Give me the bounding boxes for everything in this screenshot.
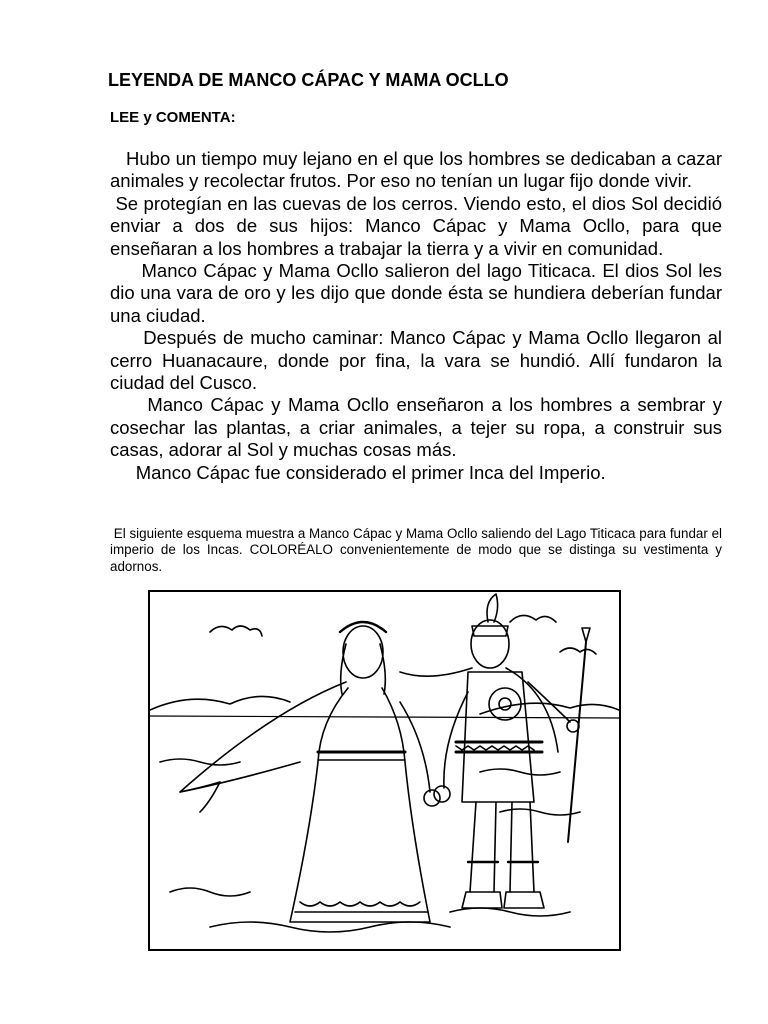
coloring-instruction: El siguiente esquema muestra a Manco Cápac y Mama Ocllo saliendo del Lago Titicaca para fundar el imperio de los Incas. COLORÉALO convenientemente de modo que se distinga su vestimenta y adornos. [110,526,722,574]
legend-text [110,148,722,484]
paragraph-2: Se protegían en las cuevas de los cerros. Viendo esto, el dios Sol decidió enviar a dos de sus hijos: Manco Cápac y Mama Ocllo, para que enseñaran a los hombres a trabajar la tierra y a vivir en comunidad. [110,192,722,259]
paragraph-3: Manco Cápac y Mama Ocllo salieron del lago Titicaca. El dios Sol les dio una vara de oro y les dijo que donde ésta se hundiera deberían fundar una ciudad. [110,260,722,326]
paragraph-6: Manco Cápac fue considerado el primer Inca del Imperio. [110,461,606,483]
coloring-illustration [148,590,621,951]
paragraph-1: Hubo un tiempo muy lejano en el que los hombres se dedicaban a cazar animales y recolectar frutos. Por eso no tenían un lugar fijo donde vivir. [110,148,722,192]
document-title: LEYENDA DE MANCO CÁPAC Y MAMA OCLLO [108,70,509,90]
manco-capac-mama-ocllo-drawing [150,592,619,949]
paragraph-4: Después de mucho caminar: Manco Cápac y Mama Ocllo llegaron al cerro Huanacaure, donde por fina, la vara se hundió. Allí fundaron la ciudad del Cusco. [110,327,722,394]
paragraph-5: Manco Cápac y Mama Ocllo enseñaron a los hombres a sembrar y cosechar las plantas, a criar animales, a tejer su ropa, a construir sus casas, adorar al Sol y muchas cosas más. [110,394,722,461]
instruction-heading: LEE y COMENTA: [110,109,236,126]
